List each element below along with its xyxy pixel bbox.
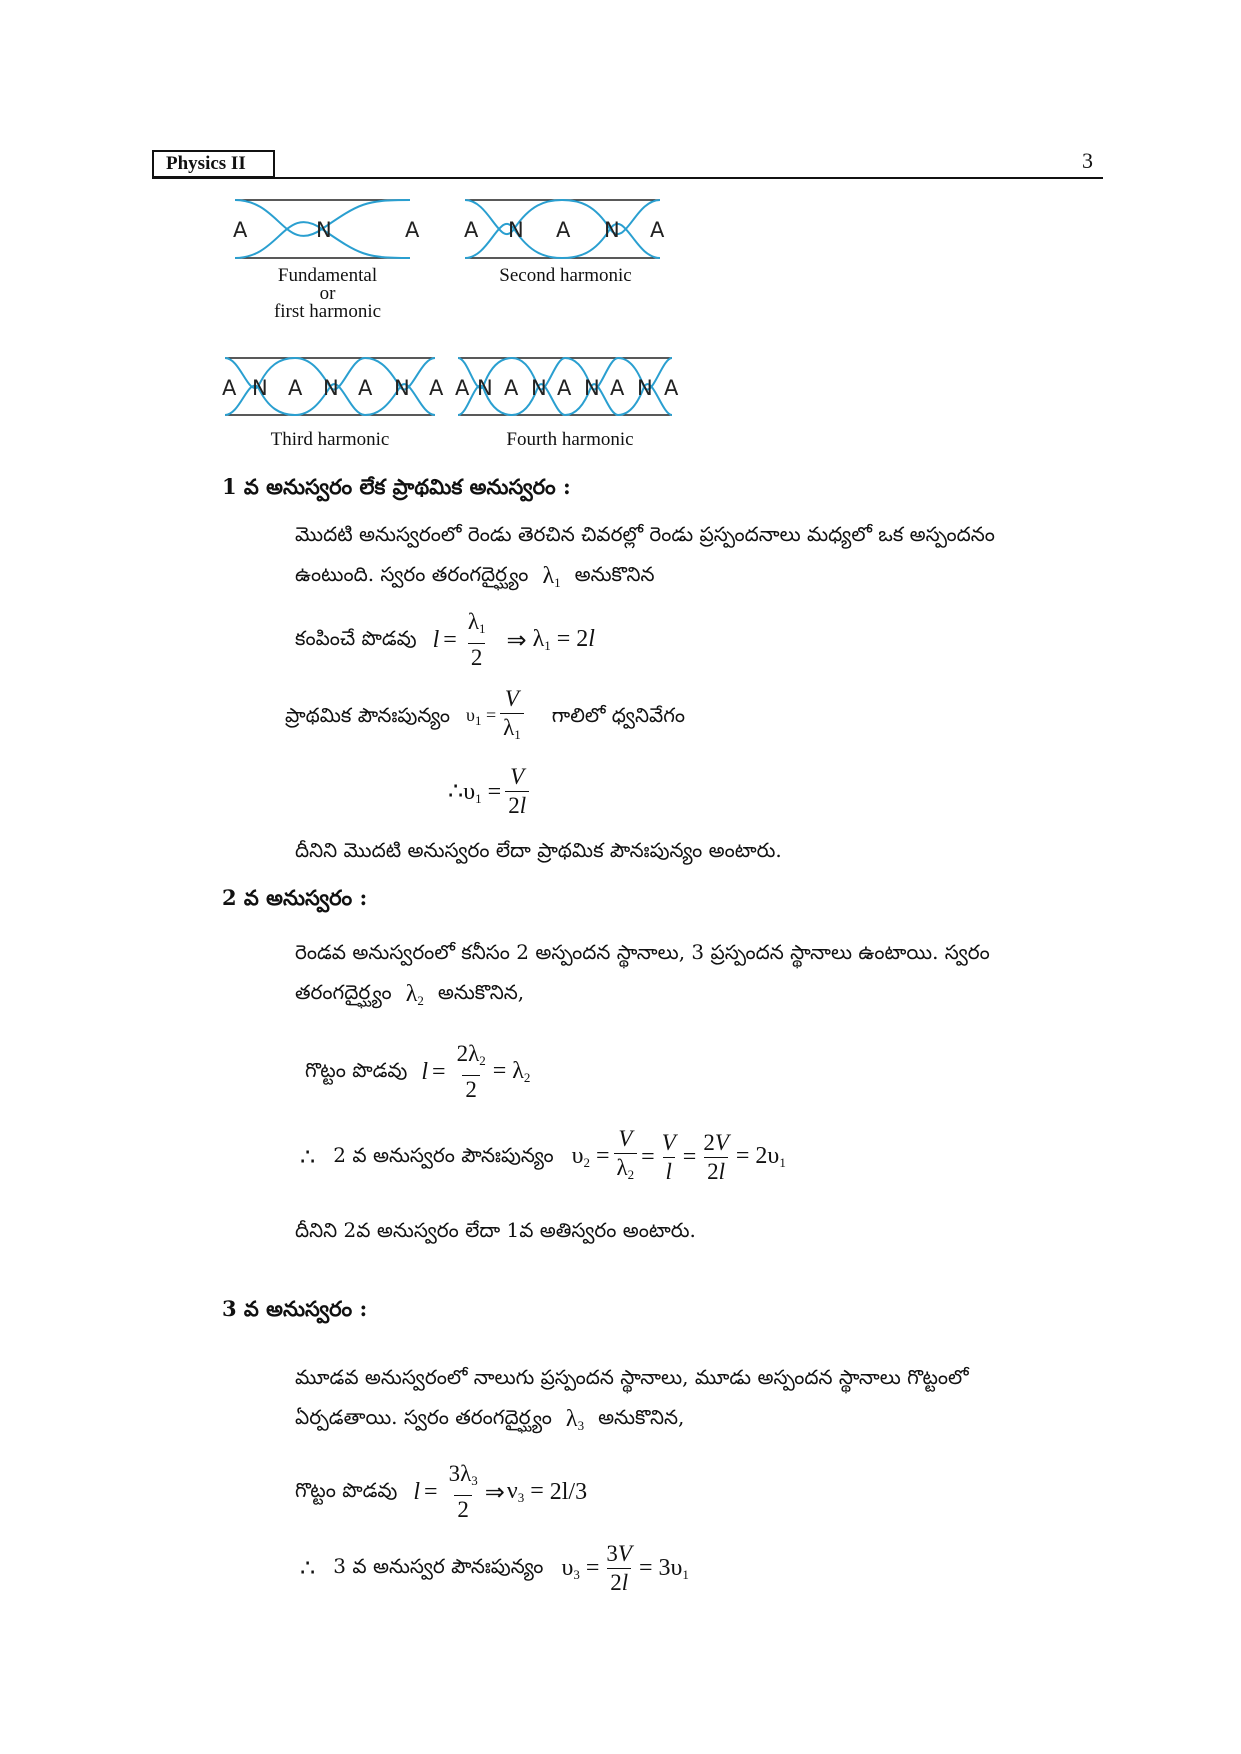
result: $\therefore\upsilon_1$ = [448, 778, 502, 806]
result: = $\lambda_2$ [492, 1058, 531, 1085]
upsilon-symbol: $\upsilon_1$ = [466, 705, 497, 728]
section1-eq1 [295, 608, 595, 672]
node-label: N [604, 218, 620, 242]
antinode-label: A [233, 218, 248, 242]
section2-eq1 [305, 1040, 530, 1104]
header-rule [152, 177, 1103, 179]
lambda-symbol: $\lambda_2$ [405, 980, 424, 1008]
var-l: l [432, 626, 440, 653]
denominator: 2l [505, 791, 529, 820]
equals-sign: = [641, 1143, 655, 1170]
numerator: V [661, 1129, 676, 1155]
caption-line: first harmonic [273, 301, 382, 322]
numerator: $2\lambda_2$ [456, 1041, 486, 1068]
text-run: తరంగదైర్ఘ్యం [295, 980, 392, 1004]
equals-sign: = [682, 1143, 697, 1170]
caption-third-harmonic [230, 431, 430, 449]
eq-label: గొట్టం పొడవు [305, 1057, 408, 1082]
upsilon-symbol: $\upsilon_3$ = [561, 1554, 600, 1582]
section3-heading: 3 వ అనుస్వరం : [222, 1296, 368, 1321]
node-label: N [252, 376, 268, 400]
section2-para-line2 [295, 980, 524, 1009]
node-label: N [477, 376, 493, 400]
eq-note: గాలిలో ధ్వనివేగం [551, 702, 685, 727]
node-label: N [531, 376, 547, 400]
node-label: N [316, 218, 332, 242]
section1-para-line1: మొదటి అనుస్వరంలో రెండు తెరచిన చివరల్లో రెండు ప్రస్పందనాలు మధ్యలో ఒక అస్పందనం [295, 522, 995, 546]
denominator: 2 [468, 643, 486, 672]
antinode-label: A [664, 376, 679, 400]
numerator: 3V [606, 1541, 632, 1566]
header-title-box [152, 150, 275, 178]
denominator: $\lambda_2$ [614, 1153, 638, 1189]
denominator: $\lambda_1$ [500, 713, 524, 749]
section1-eq3 [448, 763, 533, 820]
fraction [505, 763, 529, 820]
text-run: అనుకొనిన, [598, 1405, 685, 1429]
antinode-label: A [557, 376, 572, 400]
node-label: N [637, 376, 653, 400]
section1-para-line2 [295, 562, 655, 591]
lambda-symbol: $\lambda_3$ [565, 1405, 585, 1433]
antinode-label: A [455, 376, 470, 400]
lambda-glyph: λ [542, 562, 555, 589]
caption-second-harmonic [463, 267, 668, 285]
text-run: ఉంటుంది. స్వరం తరంగదైర్ఘ్యం [295, 562, 529, 586]
node-label: N [323, 376, 339, 400]
fraction [465, 608, 489, 672]
caption-line: Fourth harmonic [506, 429, 634, 450]
equals-sign: = [424, 1478, 438, 1505]
fraction [500, 685, 524, 749]
eq-label: గొట్టం పొడవు [295, 1477, 398, 1502]
caption-fundamental [230, 267, 425, 321]
fourth-harmonic-diagram [455, 358, 679, 415]
second-harmonic-diagram [464, 200, 665, 258]
antinode-label: A [464, 218, 479, 242]
var-l: l [421, 1058, 429, 1085]
harmonics-figure [200, 195, 700, 455]
antinode-label: A [358, 376, 373, 400]
result: = $3\upsilon_1$ [638, 1554, 689, 1582]
fraction [614, 1125, 638, 1189]
fraction [446, 1460, 481, 1524]
antinode-label: A [222, 376, 237, 400]
text-run: అనుకొనిన [574, 562, 655, 586]
therefore-sign: ∴ [300, 1144, 316, 1171]
text-run: అనుకొనిన, [437, 980, 525, 1004]
header-title: Physics II [166, 153, 246, 174]
section1-heading: 1 వ అనుస్వరం లేక ప్రాథమిక అనుస్వరం : [222, 474, 571, 499]
denominator: 2l [607, 1568, 631, 1597]
numerator: V [504, 686, 519, 711]
fraction [700, 1129, 732, 1186]
antinode-label: A [650, 218, 665, 242]
antinode-label: A [405, 218, 420, 242]
numerator: V [618, 1126, 633, 1151]
eq-label: ప్రాథమిక పౌనఃపున్యం [285, 702, 451, 727]
numerator: 2V [703, 1129, 729, 1155]
antinode-label: A [288, 376, 303, 400]
fraction [454, 1040, 489, 1104]
equals-sign: = [432, 1058, 446, 1085]
section2-conclusion: దీనిని 2వ అనుస్వరం లేదా 1వ అతిస్వరం అంటారు. [295, 1218, 696, 1242]
eq-label: 2 వ అనుస్వరం పౌనఃపున్యం [333, 1142, 554, 1167]
implies-sign: ⇒ [506, 627, 527, 654]
antinode-label: A [556, 218, 571, 242]
antinode-label: A [610, 376, 625, 400]
section2-heading: 2 వ అనుస్వరం : [222, 885, 368, 910]
result: = $2\upsilon_1$ [735, 1143, 786, 1170]
caption-line: or [319, 283, 336, 304]
implies-sign: ⇒ [484, 1479, 505, 1506]
therefore-sign: ∴ [300, 1556, 316, 1582]
equals-sign: = [443, 626, 457, 653]
caption-line: Third harmonic [270, 429, 390, 450]
caption-line: Second harmonic [499, 265, 632, 286]
section3-para-line1: మూడవ అనుస్వరంలో నాలుగు ప్రస్పందన స్థానాలు, మూడు అస్పందన స్థానాలు గొట్టంలో [295, 1365, 969, 1389]
nu-symbol: $\nu_3$ = [506, 1478, 544, 1505]
numerator: $\lambda_1$ [467, 609, 486, 636]
result: 2l/3 [549, 1478, 588, 1505]
node-label: N [508, 218, 524, 242]
section3-eq1 [295, 1460, 587, 1524]
denominator: l [663, 1157, 675, 1186]
third-harmonic-diagram [222, 358, 444, 415]
section2-eq2 [300, 1125, 786, 1189]
denominator: 2 [454, 1495, 472, 1524]
page-number: 3 [1082, 148, 1093, 173]
fraction [659, 1129, 679, 1186]
section2-para-line1: రెండవ అనుస్వరంలో కనీసం 2 అస్పందన స్థానాలు, 3 ప్రస్పందన స్థానాలు ఉంటాయి. స్వరం [295, 940, 990, 964]
denominator: 2 [462, 1075, 480, 1104]
upsilon-symbol: $\upsilon_2$ = [571, 1143, 610, 1170]
numerator: V [510, 764, 525, 789]
text-run: ఏర్పడతాయి. స్వరం తరంగదైర్ఘ్యం [295, 1405, 552, 1429]
node-label: N [584, 376, 600, 400]
lambda-symbol [542, 563, 560, 591]
denominator: 2l [704, 1157, 728, 1186]
antinode-label: A [504, 376, 519, 400]
eq-label: కంపించే పొడవు [295, 625, 417, 650]
node-label: N [394, 376, 410, 400]
var-l: l [413, 1478, 421, 1505]
numerator: $3\lambda_3$ [448, 1461, 478, 1488]
antinode-label: A [429, 376, 444, 400]
section1-eq2 [285, 685, 685, 749]
section3-para-line2 [295, 1405, 684, 1434]
section3-eq2 [300, 1540, 689, 1597]
fraction [603, 1540, 635, 1597]
eq-label: 3 వ అనుస్వర పౌనఃపున్యం [333, 1554, 544, 1578]
fundamental-diagram [233, 200, 420, 258]
caption-fourth-harmonic [465, 431, 675, 449]
caption-line: Fundamental [277, 265, 378, 286]
section1-conclusion: దీనిని మొదటి అనుస్వరం లేదా ప్రాథమిక పౌనఃపున్యం అంటారు. [295, 838, 782, 862]
subscript: 1 [554, 574, 561, 590]
result: $\lambda_1 = 2l$ [532, 626, 595, 653]
